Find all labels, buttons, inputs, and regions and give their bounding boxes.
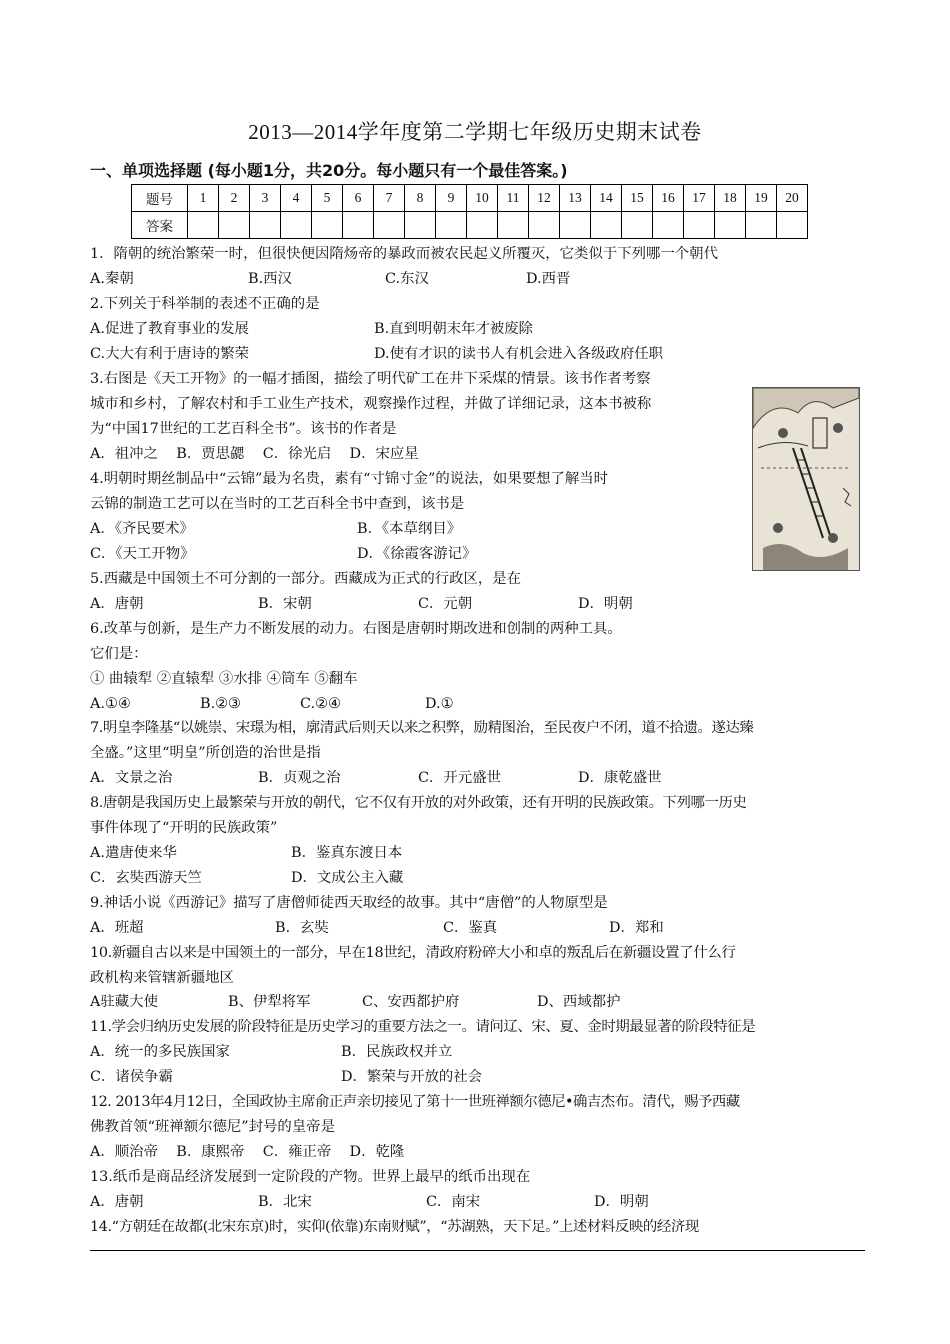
answer-cell[interactable] (436, 212, 467, 239)
answer-cell[interactable] (777, 212, 808, 239)
question-stem: 13.纸币是商品经济发展到一定阶段的产物。世界上最早的纸币出现在 (90, 1169, 531, 1185)
number-cell: 3 (250, 185, 281, 212)
answer-cell[interactable] (343, 212, 374, 239)
question-stem: 9.神话小说《西游记》描写了唐僧师徒西天取经的故事。其中“唐僧”的人物原型是 (90, 895, 608, 911)
option-d: D．《徐霞客游记》 (357, 546, 477, 562)
number-cell: 10 (467, 185, 498, 212)
option-b: B.西汉 (248, 271, 292, 287)
number-cell: 7 (374, 185, 405, 212)
option-b: B．北宋 (258, 1194, 312, 1210)
option-b: B．贞观之治 (258, 770, 341, 786)
question-stem: 7.明皇李隆基“以姚崇、宋璟为相，廓清武后则天以来之积弊，励精图治，至民夜户不闭，道不拾遗。遂达臻 (90, 720, 754, 736)
question-stem: 3.右图是《天工开物》的一幅才插图，描绘了明代矿工在井下采煤的情景。该书作者考察 (90, 371, 651, 387)
choices-list: ① 曲辕犁 ②直辕犁 ③水排 ④筒车 ⑤翻车 (90, 671, 358, 687)
option-c: C．鉴真 (443, 920, 498, 936)
number-cell: 20 (777, 185, 808, 212)
option-b: B.直到明朝末年才被废除 (374, 321, 534, 337)
option-a: A．统一的多民族国家 (90, 1044, 230, 1060)
answer-cell[interactable] (219, 212, 250, 239)
number-cell: 12 (529, 185, 560, 212)
number-cell: 14 (591, 185, 622, 212)
question-stem: 8.唐朝是我国历史上最繁荣与开放的朝代，它不仅有开放的对外政策，还有开明的民族政策。下列哪一历史 (90, 795, 747, 811)
option-d: D．明朝 (578, 596, 633, 612)
answer-row (132, 212, 808, 239)
option-a: A．唐朝 (90, 596, 144, 612)
answer-cell[interactable] (684, 212, 715, 239)
option-a: A.遣唐使来华 (90, 845, 177, 861)
option-c: C．开元盛世 (418, 770, 501, 786)
mining-drawing (753, 388, 859, 570)
number-row (132, 185, 808, 212)
option-b: B、伊犁将军 (228, 994, 311, 1010)
number-cell: 16 (653, 185, 684, 212)
option-d: D．郑和 (609, 920, 664, 936)
number-cell: 4 (281, 185, 312, 212)
option-d: D．文成公主入藏 (291, 870, 404, 886)
option-d: D．明朝 (594, 1194, 649, 1210)
question-stem: 12. 2013年4月12日，全国政协主席俞正声亲切接见了第十一世班禅额尔德尼•确吉杰布。清代，赐予西藏 (90, 1094, 740, 1110)
options-line: A．祖冲之 B．贾思勰 C．徐光启 D．宋应星 (90, 446, 419, 462)
option-a: A.①④ (90, 696, 131, 712)
question-stem: 4.明朝时期丝制品中“云锦”最为名贵，素有“寸锦寸金”的说法，如果要想了解当时 (90, 471, 609, 487)
question-stem: 11.学会归纳历史发展的阶段特征是历史学习的重要方法之一。请问辽、宋、夏、金时期最显著的阶段特征是 (90, 1019, 756, 1035)
page-title: 2013—2014学年度第二学期七年级历史期末试卷 (248, 120, 702, 144)
answer-cell[interactable] (405, 212, 436, 239)
question-stem-cont: 为“中国17世纪的工艺百科全书”。该书的作者是 (90, 421, 397, 437)
answer-cell[interactable] (622, 212, 653, 239)
question-stem-cont: 它们是： (90, 646, 148, 662)
option-b: B.②③ (200, 696, 241, 712)
answer-cell[interactable] (188, 212, 219, 239)
option-c: C．诸侯争霸 (90, 1069, 173, 1085)
question-stem-cont: 全盛。”这里“明皇”所创造的治世是指 (90, 745, 321, 761)
answer-cell[interactable] (498, 212, 529, 239)
number-cell: 2 (219, 185, 250, 212)
question-stem: 14.“方朝廷在故都(北宋东京)时，实仰(依靠)东南财赋”，“苏湖熟，天下足。”上述材料反映的经济现 (90, 1219, 699, 1235)
answer-cell[interactable] (746, 212, 777, 239)
answer-table (131, 184, 808, 239)
question-stem-cont: 云锦的制造工艺可以在当时的工艺百科全书中查到，该书是 (90, 496, 465, 512)
question-stem-cont: 城市和乡村，了解农村和手工业生产技术，观察操作过程，并做了详细记录，这本书被称 (90, 396, 652, 412)
option-c: C.②④ (300, 696, 341, 712)
number-cell: 6 (343, 185, 374, 212)
answer-cell[interactable] (250, 212, 281, 239)
answer-cell[interactable] (560, 212, 591, 239)
option-c: C．南宋 (426, 1194, 481, 1210)
number-cell: 17 (684, 185, 715, 212)
number-cell: 9 (436, 185, 467, 212)
option-d: D.使有才识的读书人有机会进入各级政府任职 (374, 346, 664, 362)
option-b: B．民族政权并立 (341, 1044, 453, 1060)
option-b: B．鉴真东渡日本 (291, 845, 403, 861)
number-cell: 15 (622, 185, 653, 212)
options-line: A．顺治帝 B．康熙帝 C．雍正帝 D．乾隆 (90, 1144, 405, 1160)
option-b: B．宋朝 (258, 596, 312, 612)
answer-cell[interactable] (312, 212, 343, 239)
number-row-label: 题号 (132, 185, 188, 212)
option-a: A．班超 (90, 920, 144, 936)
option-c: C.大大有利于唐诗的繁荣 (90, 346, 249, 362)
option-b: B．玄奘 (275, 920, 329, 936)
answer-cell[interactable] (374, 212, 405, 239)
question-stem: 2.下列关于科举制的表述不正确的是 (90, 296, 320, 312)
option-a: A．《齐民要术》 (90, 521, 194, 537)
option-d: D.西晋 (526, 271, 571, 287)
option-b: B．《本草纲目》 (357, 521, 462, 537)
question-stem-cont: 事件体现了“开明的民族政策” (90, 820, 278, 836)
question-stem: 10.新疆自古以来是中国领土的一部分，早在18世纪，清政府粉碎大小和卓的叛乱后在新疆设置了什么行 (90, 945, 736, 961)
option-c: C．元朝 (418, 596, 473, 612)
option-d: D．康乾盛世 (578, 770, 662, 786)
number-cell: 1 (188, 185, 219, 212)
answer-cell[interactable] (715, 212, 746, 239)
option-a: A．唐朝 (90, 1194, 144, 1210)
number-cell: 8 (405, 185, 436, 212)
number-cell: 13 (560, 185, 591, 212)
answer-cell[interactable] (653, 212, 684, 239)
question-stem-cont: 佛教首领“班禅额尔德尼”封号的皇帝是 (90, 1119, 335, 1135)
number-cell: 5 (312, 185, 343, 212)
option-d: D.① (425, 696, 454, 712)
option-d: D．繁荣与开放的社会 (341, 1069, 483, 1085)
answer-cell[interactable] (591, 212, 622, 239)
question-stem: 1．隋朝的统治繁荣一时，但很快便因隋炀帝的暴政而被农民起义所覆灭，它类似于下列哪一个朝代 (90, 246, 718, 262)
answer-row-label: 答案 (132, 212, 188, 239)
question-stem: 5.西藏是中国领土不可分割的一部分。西藏成为正式的行政区，是在 (90, 571, 522, 587)
option-a: A.促进了教育事业的发展 (90, 321, 249, 337)
number-cell: 19 (746, 185, 777, 212)
question-stem-cont: 政机构来管辖新疆地区 (90, 970, 234, 986)
answer-cell[interactable] (281, 212, 312, 239)
option-a: A.秦朝 (90, 271, 134, 287)
section-heading: 一、单项选择题 (每小题1分，共20分。每小题只有一个最佳答案。) (90, 161, 568, 180)
option-c: C．《天工开物》 (90, 546, 195, 562)
answer-cell[interactable] (467, 212, 498, 239)
number-cell: 18 (715, 185, 746, 212)
option-a: A驻藏大使 (90, 994, 158, 1010)
option-c: C．玄奘西游天竺 (90, 870, 202, 886)
answer-cell[interactable] (529, 212, 560, 239)
option-c: C、安西都护府 (362, 994, 460, 1010)
footer-rule (90, 1250, 865, 1251)
mining-illustration (752, 387, 860, 571)
number-cell: 11 (498, 185, 529, 212)
option-d: D、西域都护 (537, 994, 621, 1010)
question-stem: 6.改革与创新，是生产力不断发展的动力。右图是唐朝时期改进和创制的两种工具。 (90, 621, 622, 637)
option-c: C.东汉 (385, 271, 429, 287)
option-a: A．文景之治 (90, 770, 173, 786)
